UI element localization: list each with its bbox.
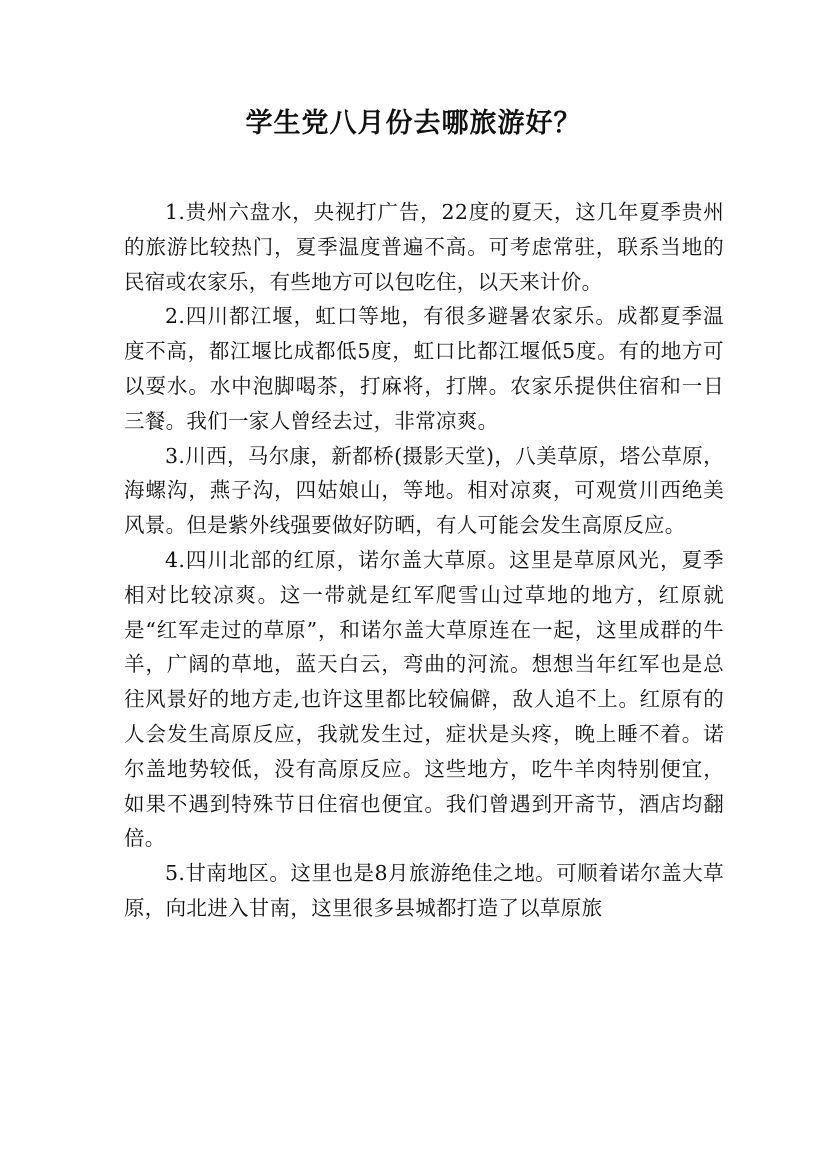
paragraph-2: 2.四川都江堰，虹口等地，有很多避暑农家乐。成都夏季温度不高，都江堰比成都低5度，虹口比都江堰低5度。有的地方可以耍水。水中泡脚喝茶，打麻将，打牌。农家乐提供住宿和一日三餐。我们一家人曾经去过，非常凉爽。 [124,304,724,433]
paragraph-3: 3.川西，马尔康，新都桥(摄影天堂)，八美草原，塔公草原，海螺沟，燕子沟，四姑娘山，等地。相对凉爽，可观赏川西绝美风景。但是紫外线强要做好防晒，有人可能会发生高原反应。 [124,443,724,538]
paragraph-4: 4.四川北部的红原，诺尔盖大草原。这里是草原风光，夏季相对比较凉爽。这一带就是红军爬雪山过草地的地方，红原就是“红军走过的草原”，和诺尔盖大草原连在一起，这里成群的牛羊，广阔的草地，蓝天白云，弯曲的河流。想想当年红军也是总往风景好的地方走,也许这里都比较偏僻，敌人追不上。红原有的人会发生高原反应，我就发生过，症状是头疼，晚上睡不着。诺尔盖地势较低，没有高原反应。这些地方，吃牛羊肉特别便宜，如果不遇到特殊节日住宿也便宜。我们曾遇到开斋节，酒店均翻倍。 [124,547,724,851]
paragraph-5: 5.甘南地区。这里也是8月旅游绝佳之地。可顺着诺尔盖大草原，向北进入甘南，这里很多县城都打造了以草原旅 [124,861,724,920]
paragraph-1: 1.贵州六盘水，央视打广告，22度的夏天，这几年夏季贵州的旅游比较热门，夏季温度普遍不高。可考虑常驻，联系当地的民宿或农家乐，有些地方可以包吃住，以天来计价。 [124,200,724,294]
document-title: 学生党八月份去哪旅游好？ [245,108,582,139]
document-body [124,195,724,926]
